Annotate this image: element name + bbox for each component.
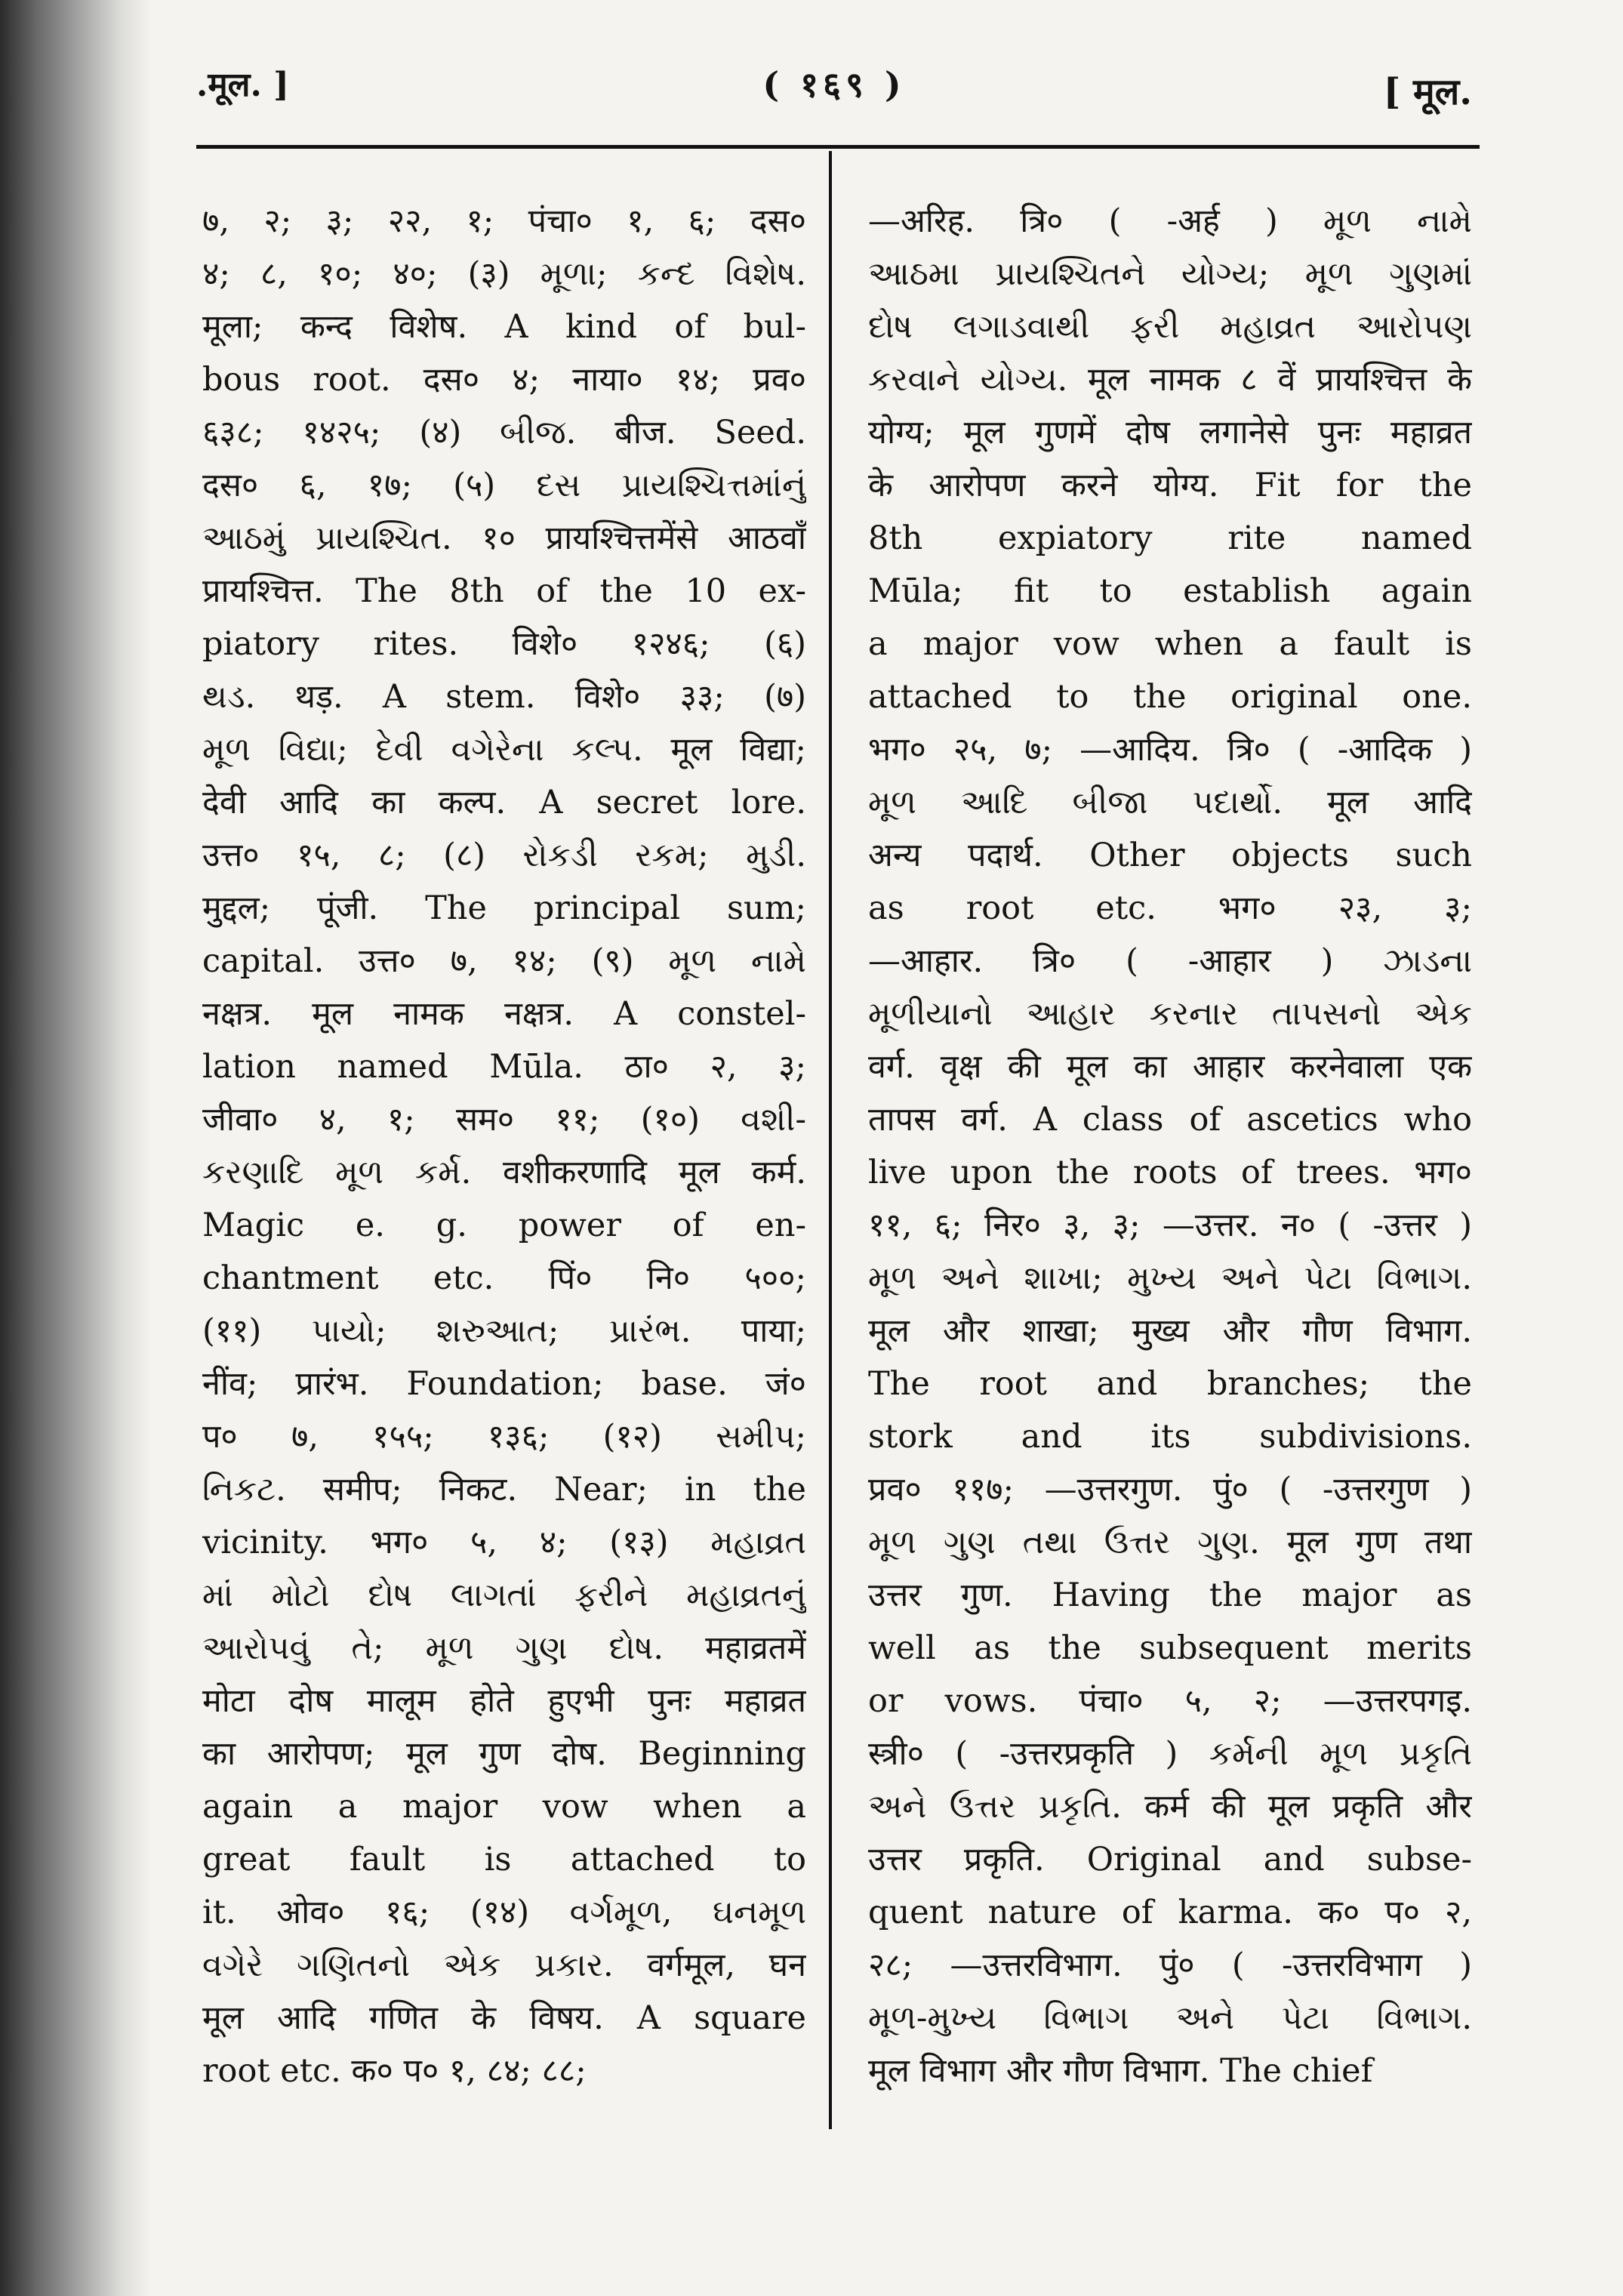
text-line: મૂળ આદિ બીજા પદાર્થો. मूल आदि [868, 784, 1472, 821]
text-line: उत्तर प्रकृति. Original and subse- [868, 1841, 1472, 1878]
text-line: मूल आदि गणित के विषय. A square [202, 1999, 806, 2037]
text-line: अन्य पदार्थ. Other objects such [868, 837, 1472, 874]
text-line: स्त्री० ( -उत्तरप्रकृति ) કર્મની મૂળ પ્રકૃતિ [868, 1735, 1472, 1773]
text-line: नींव; प्रारंभ. Foundation; base. जं० [202, 1365, 806, 1403]
text-line: vicinity. भग० ५, ४; (१३) મહાવ્રત [202, 1524, 806, 1561]
text-line: Mūla; fit to establish again [868, 572, 1472, 610]
text-line: प० ७, १५५; १३६; (१२) સમીપ; [202, 1418, 806, 1456]
text-line: के आरोपण करने योग्य. Fit for the [868, 467, 1472, 504]
right-column [868, 195, 1472, 2097]
text-line: કરવાને યોગ્ય. मूल नामक ८ वें प्रायश्चित्त के [868, 361, 1472, 399]
left-column [202, 195, 806, 2097]
text-line: नक्षत्र. मूल नामक नक्षत्र. A constel- [202, 995, 806, 1033]
text-line: મૂળ અને શાખા; મુખ્ય અને પેટા વિભાગ. [868, 1259, 1472, 1297]
text-line: भग० २५, ७; —आदिय. त्रि० ( -आदिक ) [868, 731, 1472, 769]
header-rule [196, 145, 1480, 149]
header-left-keyword: .मूल. ] [196, 66, 289, 104]
text-line: प्रायश्चित्त. The 8th of the 10 ex- [202, 572, 806, 610]
text-line: योग्य; मूल गुणमें दोष लगानेसे पुनः महाव्रत [868, 414, 1472, 451]
text-line: capital. उत्त० ७, १४; (९) મૂળ નામે [202, 942, 806, 980]
text-line: આરોપવું તે; મૂળ ગુણ દોષ. महाव्रतमें [202, 1629, 806, 1667]
text-line: उत्तर गुण. Having the major as [868, 1576, 1472, 1614]
header-right-keyword: [ मूल. [1383, 71, 1472, 113]
column-divider [829, 151, 832, 2129]
text-line: as root etc. भग० २३, ३; [868, 889, 1472, 927]
text-line: મૂળીયાનો આહાર કરનાર તાપસનો એક [868, 995, 1472, 1033]
text-line: का आरोपण; मूल गुण दोष. Beginning [202, 1735, 806, 1773]
text-line: ४; ८, १०; ४०; (३) મૂળા; કન્દ વિશેષ. [202, 255, 806, 293]
text-line: it. ओव० १६; (१४) વર્ગમૂળ, ઘનમૂળ [202, 1894, 806, 1931]
text-line: attached to the original one. [868, 678, 1472, 716]
text-line: मूला; कन्द विशेष. A kind of bul- [202, 308, 806, 346]
text-line: મૂળ વિદ્યા; દેવી વગેરેના કલ્પ. मूल विद्या; [202, 731, 806, 769]
text-line: The root and branches; the [868, 1365, 1472, 1403]
text-line: Magic e. g. power of en- [202, 1207, 806, 1244]
text-line: ७, २; ३; २२, १; पंचा० १, ६; दस० [202, 202, 806, 240]
text-line: मूल और शाखा; मुख्य और गौण विभाग. [868, 1312, 1472, 1350]
text-line: માં મોટો દોષ લાગતાં ફરીને મહાવ્રતનું [202, 1576, 806, 1614]
text-line: નિકટ. समीप; निकट. Near; in the [202, 1471, 806, 1509]
text-line: दस० ६, १७; (५) દસ પ્રાયશ્ચિત્તમાંનું [202, 467, 806, 504]
text-line: a major vow when a fault is [868, 625, 1472, 663]
text-line: quent nature of karma. क० प० २, [868, 1894, 1472, 1931]
text-line: मुद्दल; पूंजी. The principal sum; [202, 889, 806, 927]
text-line: ६३८; १४२५; (४) બીજ. बीज. Seed. [202, 414, 806, 451]
text-line: देवी आदि का कल्प. A secret lore. [202, 784, 806, 821]
text-line: तापस वर्ग. A class of ascetics who [868, 1101, 1472, 1139]
text-line: वर्ग. वृक्ष की मूल का आहार करनेवाला एक [868, 1048, 1472, 1086]
text-line: उत्त० १५, ८; (८) રોકડી રકમ; મુડી. [202, 837, 806, 874]
text-line: chantment etc. पिं० नि० ५००; [202, 1259, 806, 1297]
text-line: great fault is attached to [202, 1841, 806, 1878]
page-header [196, 60, 1472, 121]
page-binding-shadow [0, 0, 151, 2296]
text-line: મૂળ ગુણ તથા ઉત્તર ગુણ. मूल गुण तथा [868, 1524, 1472, 1561]
text-line: અને ઉત્તર પ્રકૃતિ. कर्म की मूल प्रकृति और [868, 1788, 1472, 1826]
text-line: —आहार. त्रि० ( -आहार ) ઝાડના [868, 942, 1472, 980]
text-line: 8th expiatory rite named [868, 519, 1472, 557]
text-line: मूल विभाग और गौण विभाग. The chief [868, 2052, 1373, 2090]
text-line: २८; —उत्तरविभाग. पुं० ( -उत्तरविभाग ) [868, 1946, 1472, 1984]
text-line: —अरिह. त्रि० ( -अर्ह ) મૂળ નામે [868, 202, 1472, 240]
text-line: થડ. थड़. A stem. विशे० ३३; (७) [202, 678, 806, 716]
text-line: well as the subsequent merits [868, 1629, 1472, 1667]
text-line: or vows. पंचा० ५, २; —उत्तरपगइ. [868, 1682, 1472, 1720]
text-line: દોષ લગાડવાથી ફરી મહાવ્રત આરોપણ [868, 308, 1472, 346]
text-line: (११) પાયો; શરુઆત; પ્રારંભ. पाया; [202, 1312, 806, 1350]
text-line: जीवा० ४, १; सम० ११; (१०) વશી- [202, 1101, 806, 1139]
text-line: ११, ६; निर० ३, ३; —उत्तर. न० ( -उत्तर ) [868, 1207, 1472, 1244]
text-line: piatory rites. विशे० १२४६; (६) [202, 625, 806, 663]
text-line: again a major vow when a [202, 1788, 806, 1826]
text-line: प्रव० ११७; —उत्तरगुण. पुं० ( -उत्तरगुण ) [868, 1471, 1472, 1509]
text-line: lation named Mūla. ठा० २, ३; [202, 1048, 806, 1086]
text-line: मोटा दोष मालूम होते हुएभी पुनः महाव्रत [202, 1682, 806, 1720]
text-line: root etc. क० प० १, ८४; ८८; [202, 2052, 587, 2090]
page-number: ( १६९ ) [762, 64, 906, 105]
text-line: આઠમું પ્રાયશ્ચિત. १० प्रायश्चित्तमेंसे आठवाँ [202, 519, 806, 557]
text-line: કરણાદિ મૂળ કર્મ. वशीकरणादि मूल कर्म. [202, 1154, 806, 1191]
text-line: bous root. दस० ४; नाया० १४; प्रव० [202, 361, 806, 399]
text-line: live upon the roots of trees. भग० [868, 1154, 1472, 1191]
text-line: આઠમા પ્રાયશ્ચિતને યોગ્ય; મૂળ ગુણમાં [868, 255, 1472, 293]
text-line: વગેરે ગણિતનો એક પ્રકાર. वर्गमूल, घन [202, 1946, 806, 1984]
text-line: મૂળ-મુખ્ય વિભાગ અને પેટા વિભાગ. [868, 1999, 1472, 2037]
text-line: stork and its subdivisions. [868, 1418, 1472, 1456]
